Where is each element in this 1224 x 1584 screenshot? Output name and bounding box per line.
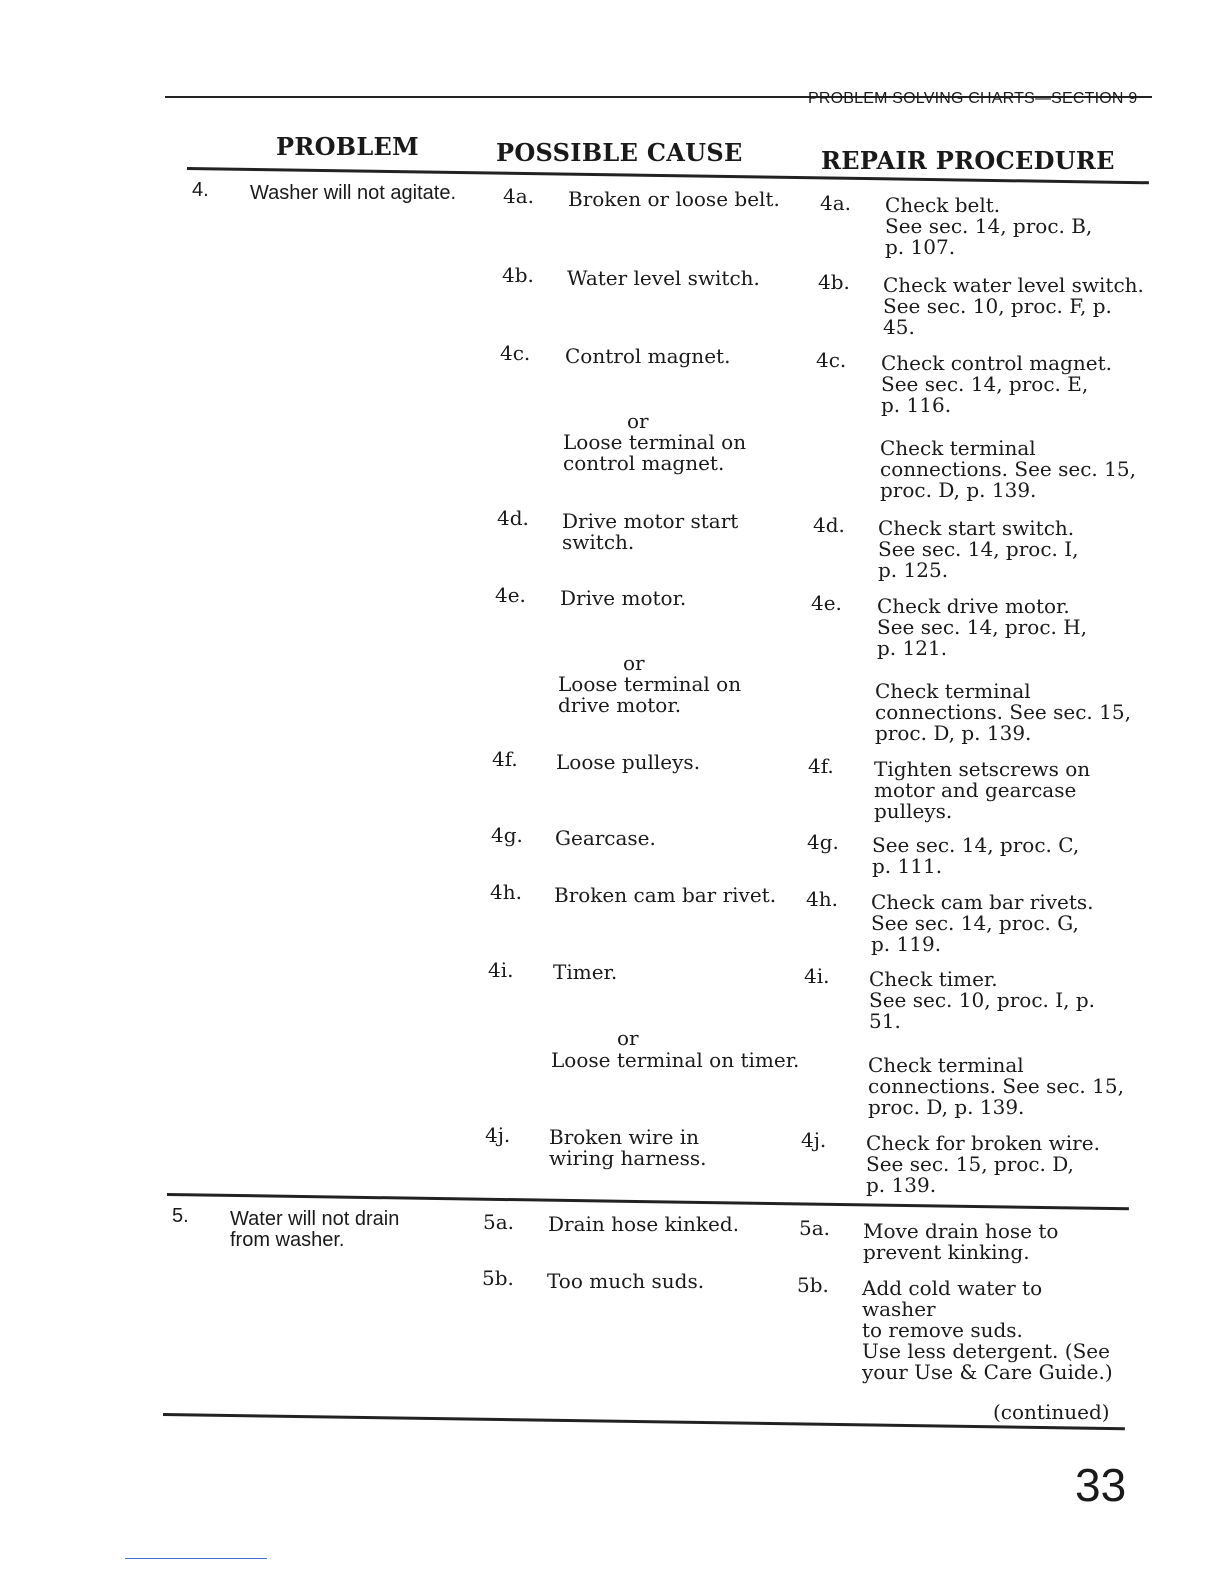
repair-label: 4c.: [816, 348, 847, 372]
cause-text: Control magnet.: [565, 344, 731, 368]
cause-text: Broken cam bar rivet.: [554, 883, 777, 907]
problem-text: Water will not drain from washer.: [230, 1208, 400, 1251]
or-connector: or: [627, 409, 649, 433]
alt-cause-text: Loose terminal on timer.: [551, 1048, 800, 1072]
repair-label: 4g.: [807, 830, 839, 854]
repair-text: Check drive motor. See sec. 14, proc. H, p. 121.: [877, 594, 1088, 660]
repair-text: Move drain hose to prevent kinking.: [863, 1219, 1059, 1264]
cause-label: 4c.: [500, 341, 531, 365]
cause-label: 4d.: [497, 506, 529, 530]
repair-text: Check timer. See sec. 10, proc. I, p. 51.: [869, 967, 1096, 1033]
section-title: PROBLEM SOLVING CHARTS—SECTION 9: [808, 90, 1138, 107]
column-heading-repair-procedure: REPAIR PROCEDURE: [821, 146, 1115, 175]
alt-repair-text: Check terminal connections. See sec. 15, proc. D, p. 139.: [880, 436, 1136, 502]
repair-text: Check cam bar rivets. See sec. 14, proc. G, p. 119.: [871, 890, 1094, 956]
bottom-mark: [125, 1558, 267, 1559]
repair-label: 4i.: [804, 964, 830, 988]
repair-text: Check control magnet. See sec. 14, proc. E, p. 116.: [881, 351, 1113, 417]
repair-text: Check for broken wire. See sec. 15, proc. D, p. 139.: [866, 1131, 1100, 1197]
cause-label: 4f.: [492, 747, 518, 771]
cause-text: Broken or loose belt.: [568, 187, 780, 211]
repair-label: 4j.: [801, 1128, 827, 1152]
repair-text: Check water level switch. See sec. 10, proc. F, p. 45.: [883, 273, 1144, 339]
cause-label: 4i.: [488, 958, 514, 982]
cause-text: Timer.: [553, 960, 618, 984]
repair-label: 4f.: [808, 754, 834, 778]
repair-text: Check start switch. See sec. 14, proc. I, p. 125.: [878, 516, 1079, 582]
footer-rule: [163, 1413, 1125, 1430]
repair-text: Add cold water to washer to remove suds. Use less detergent. (See your Use & Care Guide.): [862, 1276, 1113, 1384]
cause-text: Too much suds.: [547, 1269, 705, 1293]
repair-label: 4h.: [806, 887, 838, 911]
cause-text: Water level switch.: [567, 266, 760, 290]
repair-text: See sec. 14, proc. C, p. 111.: [872, 833, 1080, 878]
cause-label: 4h.: [490, 880, 522, 904]
repair-text: Check belt. See sec. 14, proc. B, p. 107.: [885, 193, 1093, 259]
cause-text: Gearcase.: [555, 826, 656, 850]
problem-text: Washer will not agitate.: [250, 182, 457, 204]
alt-cause-text: Loose terminal on control magnet.: [563, 430, 747, 475]
cause-text: Broken wire in wiring harness.: [549, 1125, 707, 1170]
column-heading-possible-cause: POSSIBLE CAUSE: [496, 138, 743, 167]
column-heading-problem: PROBLEM: [276, 132, 420, 161]
cause-text: Drive motor.: [560, 586, 687, 610]
cause-label: 4a.: [503, 184, 535, 208]
page-number: 33: [1075, 1459, 1127, 1511]
cause-label: 4e.: [495, 583, 526, 607]
or-connector: or: [617, 1026, 639, 1050]
cause-label: 4b.: [502, 263, 534, 287]
continued-note: (continued): [993, 1400, 1110, 1424]
cause-label: 5a.: [483, 1210, 515, 1234]
cause-text: Drain hose kinked.: [548, 1212, 740, 1236]
repair-label: 5a.: [799, 1216, 831, 1240]
repair-label: 4d.: [813, 513, 845, 537]
alt-repair-text: Check terminal connections. See sec. 15, proc. D, p. 139.: [875, 679, 1131, 745]
repair-text: Tighten setscrews on motor and gearcase pulleys.: [874, 757, 1091, 823]
cause-label: 4g.: [491, 823, 523, 847]
or-connector: or: [623, 651, 645, 675]
cause-label: 5b.: [482, 1266, 514, 1290]
cause-label: 4j.: [485, 1123, 511, 1147]
repair-label: 4e.: [811, 591, 842, 615]
alt-repair-text: Check terminal connections. See sec. 15, proc. D, p. 139.: [868, 1053, 1124, 1119]
repair-label: 4b.: [818, 270, 850, 294]
repair-label: 4a.: [820, 191, 852, 215]
alt-cause-text: Loose terminal on drive motor.: [558, 672, 742, 717]
problem-number: 4.: [192, 179, 209, 201]
repair-label: 5b.: [797, 1273, 829, 1297]
cause-text: Loose pulleys.: [556, 750, 701, 774]
problem-number: 5.: [172, 1205, 189, 1227]
cause-text: Drive motor start switch.: [562, 509, 739, 554]
